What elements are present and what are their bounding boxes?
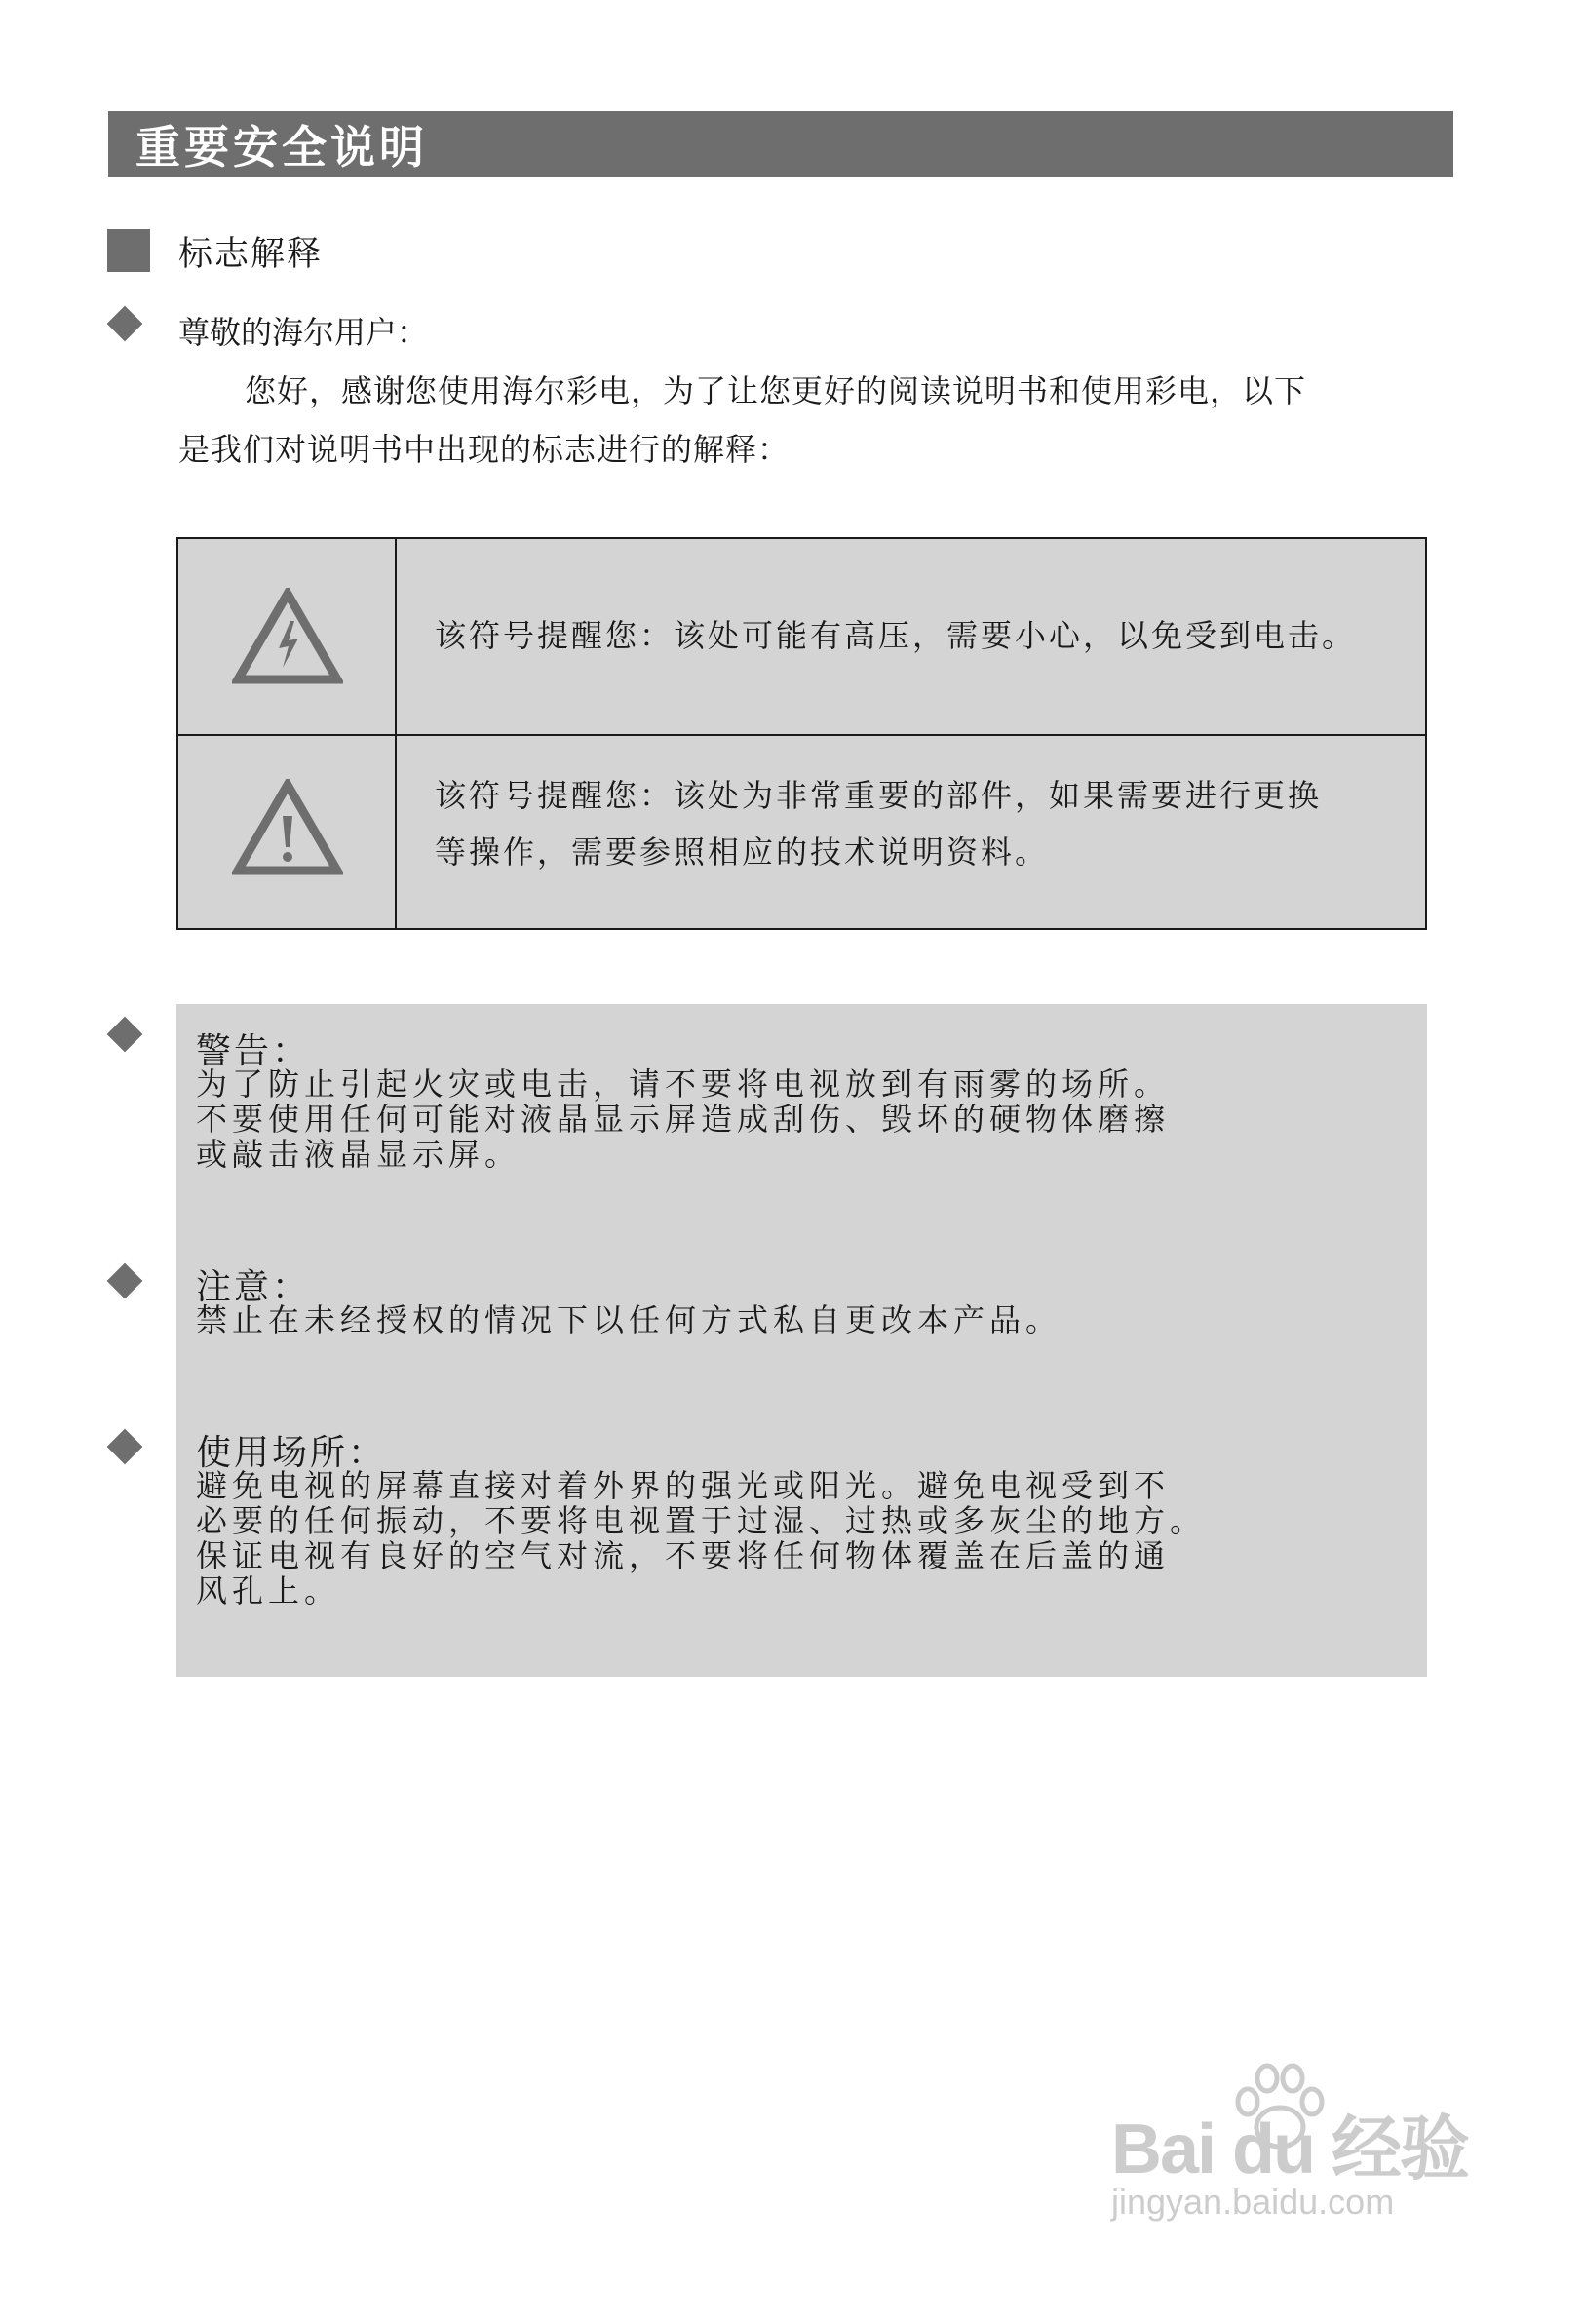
note-line: 为了防止引起火灾或电击，请不要将电视放到有雨雾的场所。 bbox=[196, 1065, 1171, 1103]
note-line: 保证电视有良好的空气对流，不要将任何物体覆盖在后盖的通 bbox=[196, 1537, 1171, 1574]
baidu-watermark bbox=[1111, 2057, 1482, 2242]
warning-body bbox=[196, 1066, 1170, 1172]
symbol-table bbox=[176, 537, 1427, 930]
exclamation-warning-icon bbox=[232, 779, 343, 876]
location-body bbox=[196, 1468, 1206, 1608]
symbol-description-line: 该符号提醒您：该处可能有高压，需要小心，以免受到电击。 bbox=[435, 617, 1357, 654]
location-heading: 使用场所： bbox=[196, 1433, 387, 1473]
high-voltage-warning-icon bbox=[232, 588, 343, 685]
intro-line-1: 您好，感谢您使用海尔彩电，为了让您更好的阅读说明书和使用彩电，以下 bbox=[245, 372, 1307, 409]
table-divider bbox=[178, 734, 1425, 736]
bullet-diamond-icon bbox=[107, 1429, 143, 1465]
symbol-description-line: 该符号提醒您：该处为非常重要的部件，如果需要进行更换 bbox=[435, 777, 1323, 814]
note-line: 必要的任何振动，不要将电视置于过湿、过热或多灰尘的地方。 bbox=[196, 1502, 1207, 1539]
watermark-url: jingyan.baidu.com bbox=[1111, 2182, 1395, 2222]
symbol-description-line: 等操作，需要参照相应的技术说明资料。 bbox=[435, 833, 1050, 871]
symbol-description bbox=[435, 767, 1322, 880]
section-title: 标志解释 bbox=[178, 235, 324, 274]
page-title: 重要安全说明 bbox=[135, 121, 428, 174]
note-line: 禁止在未经授权的情况下以任何方式私自更改本产品。 bbox=[196, 1301, 1062, 1338]
warning-heading: 警告： bbox=[196, 1031, 311, 1071]
section-marker bbox=[107, 229, 150, 272]
intro-line-2: 是我们对说明书中出现的标志进行的解释： bbox=[178, 431, 791, 468]
symbol-description bbox=[435, 607, 1356, 664]
caution-heading: 注意： bbox=[196, 1267, 311, 1307]
note-line: 避免电视的屏幕直接对着外界的强光或阳光。避免电视受到不 bbox=[196, 1467, 1171, 1504]
intro-greeting: 尊敬的海尔用户： bbox=[178, 314, 429, 351]
note-line: 不要使用任何可能对液晶显示屏造成刮伤、毁坏的硬物体磨擦 bbox=[196, 1101, 1171, 1138]
page-header bbox=[108, 111, 1453, 177]
caution-body bbox=[196, 1302, 1062, 1337]
watermark-logo: Bai du 经验 bbox=[1111, 2111, 1469, 2188]
bullet-diamond-icon bbox=[107, 1263, 143, 1299]
bullet-diamond-icon bbox=[107, 1017, 143, 1053]
bullet-diamond-icon bbox=[107, 306, 143, 342]
note-line: 风孔上。 bbox=[196, 1572, 341, 1609]
note-line: 或敲击液晶显示屏。 bbox=[196, 1136, 521, 1173]
